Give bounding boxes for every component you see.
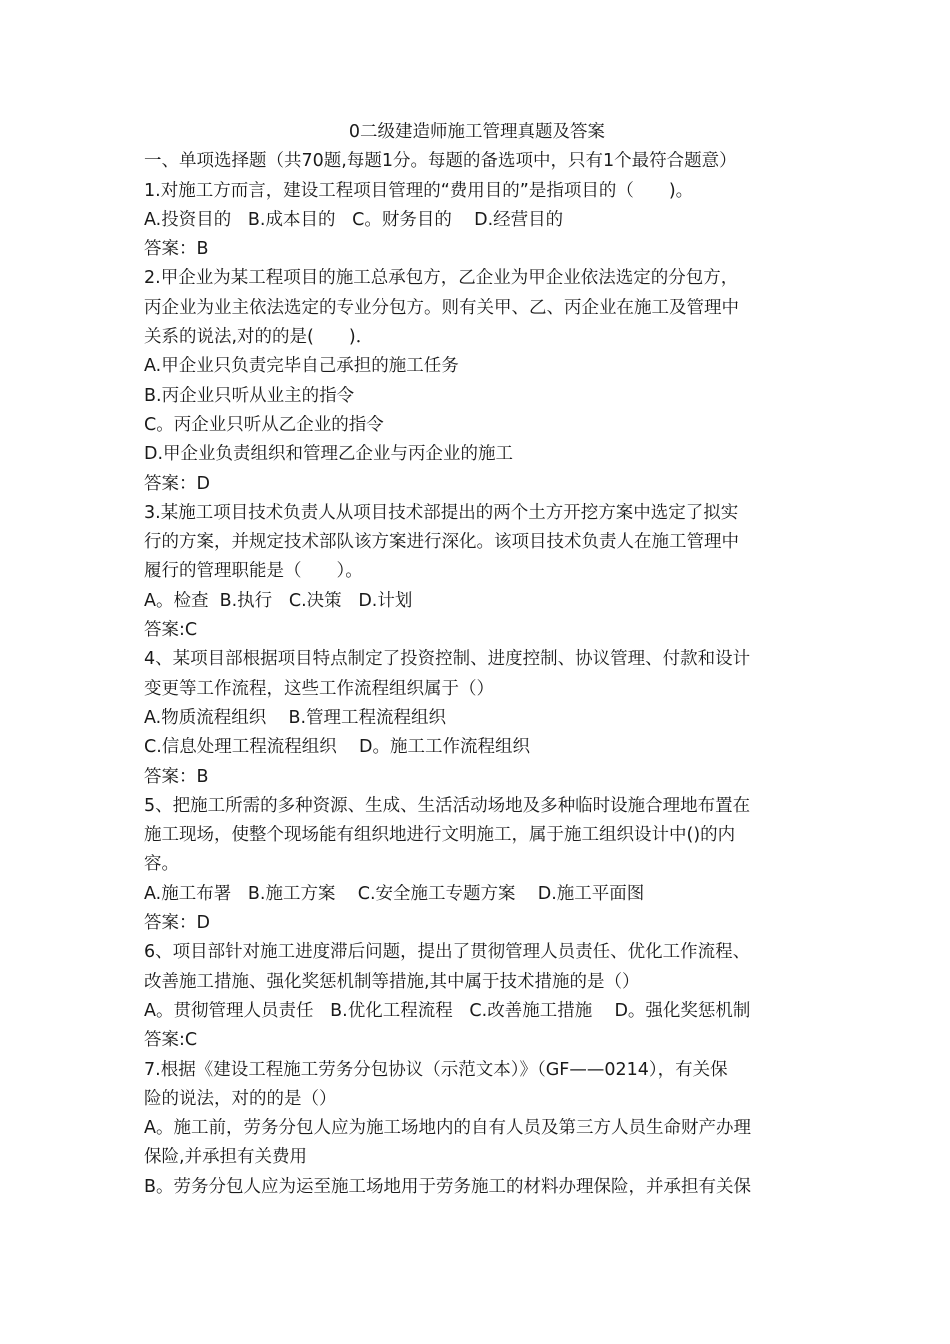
- document-body: [144, 147, 810, 1202]
- text-line: 行的方案，并规定技术部队该方案进行深化。该项目技术负责人在施工管理中: [144, 532, 739, 553]
- text-line: A.施工布署 B.施工方案 C.安全施工专题方案 D.施工平面图: [144, 883, 645, 904]
- text-line: 答案：B: [144, 766, 209, 787]
- text-line: A。检查 B.执行 C.决策 D.计划: [144, 590, 413, 611]
- text-line: B。劳务分包人应为运至施工场地用于劳务施工的材料办理保险，并承担有关保: [144, 1176, 752, 1197]
- text-line: 容。: [144, 854, 179, 875]
- text-line: B.丙企业只听从业主的指令: [144, 385, 355, 406]
- text-line: 答案:C: [144, 620, 198, 641]
- text-line: 答案：D: [144, 913, 210, 934]
- text-line: 1.对施工方而言，建设工程项目管理的“费用目的”是指项目的（ )。: [144, 180, 694, 201]
- text-line: 保险,并承担有关费用: [144, 1147, 308, 1168]
- text-line: A。施工前，劳务分包人应为施工场地内的自有人员及第三方人员生命财产办理: [144, 1118, 751, 1139]
- text-line: 3.某施工项目技术负责人从项目技术部提出的两个土方开挖方案中选定了拟实: [144, 502, 739, 523]
- text-line: 改善施工措施、强化奖惩机制等措施,其中属于技术措施的是（）: [144, 971, 640, 992]
- text-line: 6、项目部针对施工进度滞后问题，提出了贯彻管理人员责任、优化工作流程、: [144, 942, 751, 963]
- text-line: 险的说法，对的的是（）: [144, 1088, 337, 1109]
- text-line: 关系的说法,对的的是( )．: [144, 327, 374, 348]
- text-line: 5、把施工所需的多种资源、生成、生活活动场地及多种临时设施合理地布置在: [144, 795, 751, 816]
- text-line: A.甲企业只负责完毕自己承担的施工任务: [144, 356, 459, 377]
- text-line: C.信息处理工程流程组织 D。施工工作流程组织: [144, 737, 531, 758]
- text-line: 施工现场，使整个现场能有组织地进行文明施工，属于施工组织设计中()的内: [144, 825, 736, 846]
- text-line: 丙企业为业主依法选定的专业分包方。则有关甲、乙、丙企业在施工及管理中: [144, 297, 739, 318]
- text-line: 答案：B: [144, 239, 209, 260]
- text-line: 变更等工作流程，这些工作流程组织属于（）: [144, 678, 494, 699]
- text-line: 答案：D: [144, 473, 210, 494]
- text-line: 7.根据《建设工程施工劳务分包协议（示范文本）》（GF——0214），有关保: [144, 1059, 728, 1080]
- text-line: 履行的管理职能是（ ）。: [144, 561, 363, 582]
- text-line: A.物质流程组织 B.管理工程流程组织: [144, 707, 447, 728]
- text-line: D.甲企业负责组织和管理乙企业与丙企业的施工: [144, 444, 514, 465]
- text-line: A.投资目的 B.成本目的 C。财务目的 D.经营目的: [144, 209, 564, 230]
- document-title: 0二级建造师施工管理真题及答案: [348, 122, 606, 142]
- text-line: C。丙企业只听从乙企业的指令: [144, 414, 384, 435]
- text-line: 答案:C: [144, 1030, 198, 1051]
- text-line: 2.甲企业为某工程项目的施工总承包方，乙企业为甲企业依法选定的分包方，: [144, 268, 739, 289]
- text-line: 一、单项选择题（共70题,每题1分。每题的备选项中，只有1个最符合题意）: [144, 151, 737, 172]
- text-line: 4、某项目部根据项目特点制定了投资控制、进度控制、协议管理、付款和设计: [144, 649, 751, 670]
- document-page: [144, 118, 810, 1202]
- text-line: A。贯彻管理人员责任 B.优化工程流程 C.改善施工措施 D。强化奖惩机制: [144, 1000, 751, 1021]
